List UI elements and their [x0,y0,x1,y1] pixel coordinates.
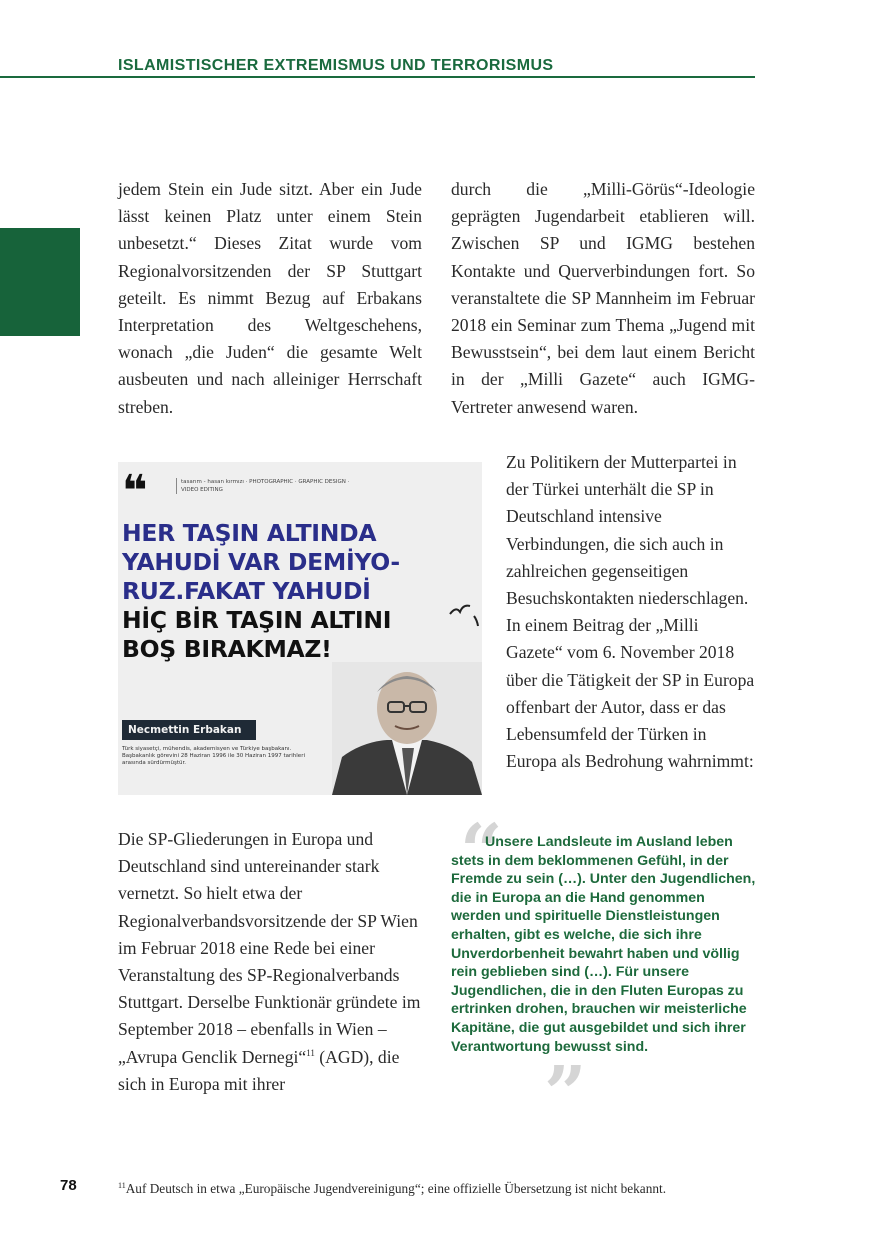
body-text-right-middle: Zu Politikern der Mutterpartei in der Türkei unterhält die SP in Deutschland intensive Verbindungen, die sich auch in zahlreichen gegenseitigen Besuchskontakten niederschlagen. In einem Beitrag der „Milli Gazete“ vom 6. November 2018 über die Tätigkeit der SP in Europa offenbart der Autor, dass er das Lebensumfeld der Türken in Europa als Bedrohung wahrnimmt: [506,452,755,772]
body-text-left-bottom [118,826,422,1098]
body-text-left-bottom-main: Die SP-Gliederungen in Europa und Deutschland sind untereinander stark vernetzt. So hielt etwa der Regionalverbandsvorsitzende der SP Wien im Februar 2018 eine Rede bei einer Veranstaltung des SP-Regionalverbands Stuttgart. Derselbe Funktionär gründete im September 2018 – ebenfalls in Wien – „Avrupa Genclik Dernegi“ [118,829,421,1067]
body-text-left-top: jedem Stein ein Jude sitzt. Aber ein Jude lässt keinen Platz unter einem Stein unbesetzt.“ Dieses Zitat wurde vom Regionalvorsitzenden der SP Stuttgart geteilt. Es nimmt Bezug auf Erbakans Interpretation des Weltgeschehens, wonach „die Juden“ die gesamte Welt ausbeuten und nach alleiniger Herrschaft streben. [118,179,422,417]
birds-icon [448,600,482,630]
image-headline-line: BOŞ BIRAKMAZ! [122,635,332,663]
image-headline [122,519,422,664]
running-header: ISLAMISTISCHER EXTREMISMUS UND TERRORISMUS [118,57,554,74]
footnote-text: Auf Deutsch in etwa „Europäische Jugendvereinigung“; eine offizielle Übersetzung ist nicht bekannt. [125,1181,667,1196]
body-text-left-bottom-end: (AGD), die sich in Europa mit ihrer [118,1046,400,1094]
body-text-right-top: durch die „Milli-Görüs“-Ideologie geprägten Jugendarbeit etablieren will. Zwischen SP und IGMG bestehen Kontakte und Querverbindungen fort. So veranstaltete die SP Mannheim im Februar 2018 ein Seminar zum Thema „Jugend mit Bewusstsein“, bei dem laut einem Bericht in der „Milli Gazete“ auch IGMG-Vertreter anwesend waren. [451,179,755,417]
image-name-bar: Necmettin Erbakan [122,720,256,740]
close-quote-icon: ” [544,1051,587,1137]
open-quote-icon: “ [460,809,503,895]
erbakan-quote-image [118,462,482,795]
image-caption: Türk siyasetçi, mühendis, akademisyen ve Türkiye başbakanı. Başbakanlık görevini 28 Haziran 1996 ile 30 Haziran 1997 tarihleri arasında sürdürmüştür. [122,746,305,766]
erbakan-portrait [332,662,482,795]
footnote [118,1180,758,1198]
footnote-reference: 11 [306,1047,315,1058]
chapter-side-tab [0,228,80,336]
header-rule [0,76,755,78]
footnote-number: 11 [118,1181,126,1190]
image-headline-line: YAHUDİ VAR DEMİYO- [122,548,400,576]
quote-mark-icon: ❝ [122,466,144,517]
image-headline-line: HİÇ BİR TAŞIN ALTINI [122,606,392,634]
quotation-text: Unsere Landsleute im Ausland leben stets in dem beklommenen Gefühl, in der Fremde zu sein (…). Unter den Jugendlichen, die in Europa an die Hand genommen werden und spirituelle Dienstleistungen erhalten, gibt es welche, die sich ihre Unverdorbenheit bewahrt haben und völlig rein geblieben sind (…). Für unsere Jugendlichen, die in den Fluten Europas zu ertrinken drohen, brauchen wir meisterliche Kapitäne, die gut ausgebildet und sich ihrer Verantwortung bewusst sind. [451,834,756,1055]
page-number: 78 [60,1177,77,1194]
quotation-block [451,833,757,1056]
image-headline-line: RUZ.FAKAT YAHUDİ [122,577,371,605]
image-headline-line: HER TAŞIN ALTINDA [122,519,377,547]
image-credit: tasarım - hasan kırmızı · PHOTOGRAPHIC · GRAPHIC DESIGN · VIDEO EDITING [176,478,351,494]
